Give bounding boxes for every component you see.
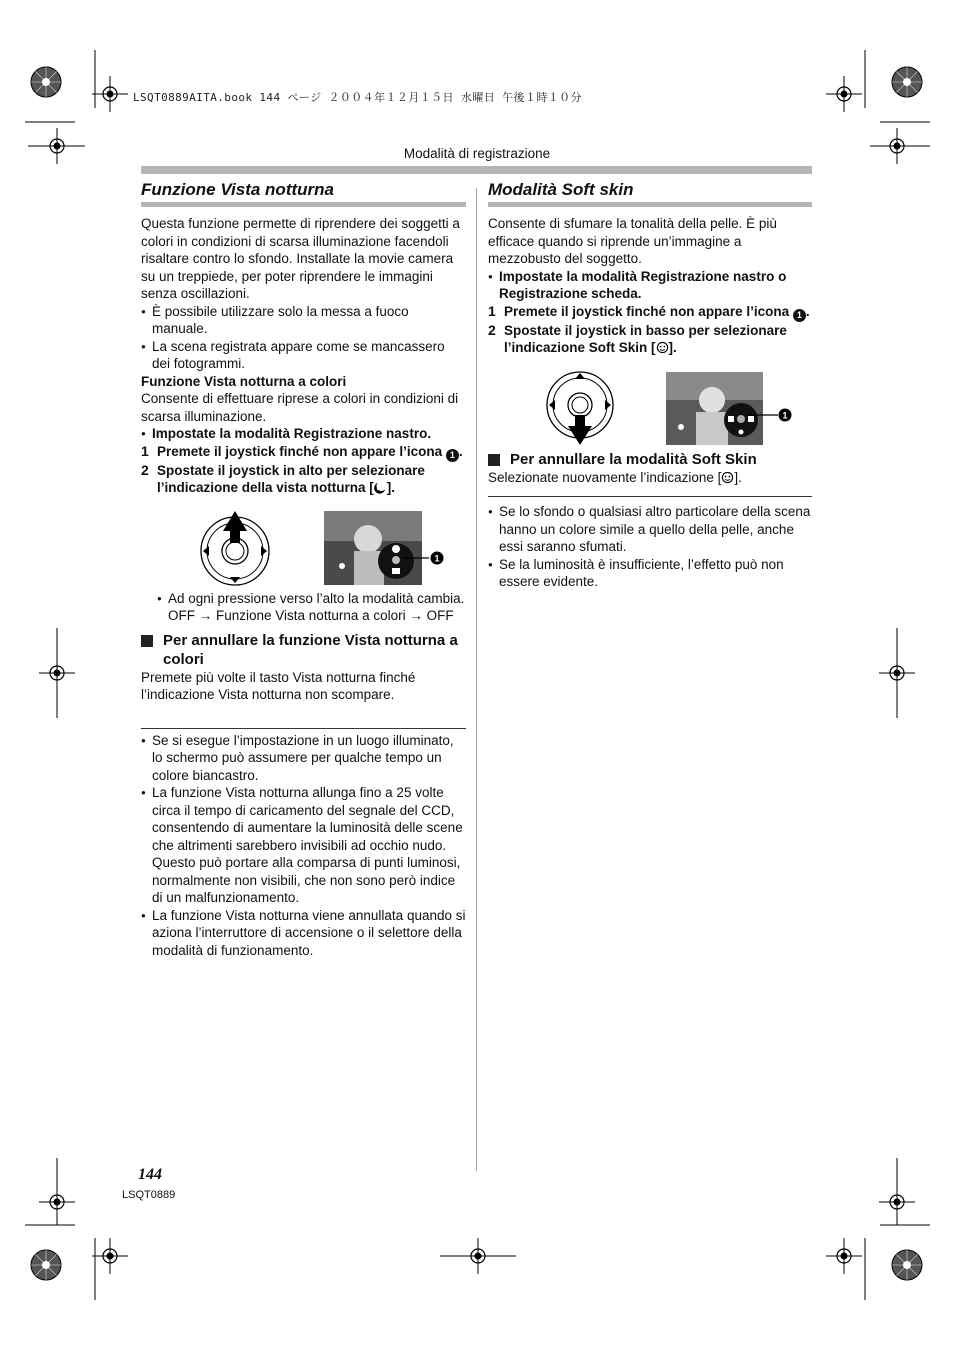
joystick-down-icon <box>544 370 616 445</box>
section-bar <box>141 166 812 174</box>
joystick-up-icon <box>197 511 273 587</box>
notes-rule <box>488 496 812 497</box>
right-column <box>488 179 812 591</box>
cancel-night-view-desc: Premete più volte il tasto Vista notturna finché l’indicazione Vista notturna non scompare. <box>141 669 416 702</box>
step-2-end: ]. <box>668 340 677 355</box>
note-cancel: ● La funzione Vista notturna viene annullata quando si aziona l’interruttore di accensione o il selettore della modalità di funzionamento. <box>141 907 466 960</box>
step-number: 2 <box>141 461 149 478</box>
step-1-text: Premete il joystick finché non appare l’icona <box>157 443 443 459</box>
step-2 <box>488 322 812 357</box>
soft-skin-icon <box>721 471 734 484</box>
title-bar <box>488 202 812 207</box>
square-bullet-icon <box>488 454 500 466</box>
notes-rule <box>141 728 466 729</box>
step-2 <box>141 462 466 497</box>
cancel-title-text: Per annullare la modalità Soft Skin <box>510 450 757 468</box>
bullet-cycle-mode: ● Ad ogni pressione verso l’alto la modalità cambia. <box>157 590 466 608</box>
cancel-desc-text: Selezionate nuovamente l’indicazione [ <box>488 469 722 485</box>
callout-1-pointer <box>403 551 445 565</box>
cancel-soft-skin-desc <box>488 469 812 487</box>
soft-skin-illustration <box>488 370 812 445</box>
note-similar-color: ● Se lo sfondo o qualsiasi altro particolare della scena hanno un colore simile a quello della pelle, anche essi saranno sfumati. <box>488 503 812 556</box>
column-divider <box>476 188 477 1171</box>
after-illustration-text <box>141 590 466 625</box>
soft-skin-intro: Consente di sfumare la tonalità della pelle. È più efficace quando si riprende un’immagine a mezzobusto del soggetto. <box>488 216 777 266</box>
step-2-text: Spostate il joystick in alto per selezionare l’indicazione della vista notturna [ <box>157 462 425 495</box>
night-view-illustration <box>141 511 466 587</box>
step-1: 1 Premete il joystick finché non appare l’icona 1 . <box>488 302 810 320</box>
square-bullet-icon <box>141 635 153 647</box>
lcd-night-view-screen <box>324 511 422 585</box>
bullet-manual-focus: ● È possibile utilizzare solo la messa a fuoco manuale. <box>141 303 466 338</box>
setup-tape-card-mode: ● Impostate la modalità Registrazione nastro o Registrazione scheda. <box>488 268 812 303</box>
cancel-desc-end: ]. <box>734 469 742 485</box>
step-1: 1 Premete il joystick finché non appare l’icona 1 . <box>141 442 463 460</box>
page-number: 144 <box>138 1166 162 1183</box>
mode-cycle: OFF → Funzione Vista notturna a colori → OFF <box>168 608 454 623</box>
step-number: 1 <box>141 442 149 459</box>
note-whitish: ● Se si esegue l’impostazione in un luogo illuminato, lo schermo può assumere per qualche tempo un colore biancastro. <box>141 732 466 785</box>
soft-skin-icon <box>656 341 669 354</box>
cancel-title-text: Per annullare la funzione Vista notturna a colori <box>163 631 458 668</box>
night-view-icon <box>374 481 387 494</box>
note-low-light: ● Se la luminosità è insufficiente, l’effetto può non essere evidente. <box>488 556 812 591</box>
title-bar <box>141 202 466 207</box>
step-number: 1 <box>488 302 496 319</box>
night-view-title: Funzione Vista notturna <box>141 180 334 199</box>
cancel-soft-skin-heading <box>488 450 812 469</box>
soft-skin-title: Modalità Soft skin <box>488 180 634 199</box>
step-number: 2 <box>488 321 496 338</box>
step-2-text: Spostate il joystick in basso per selezionare l’indicazione Soft Skin [ <box>504 322 787 355</box>
setup-tape-mode: ● Impostate la modalità Registrazione nastro. <box>141 425 466 443</box>
callout-1-icon: 1 <box>793 309 806 322</box>
callout-1-label: 1 <box>782 410 788 420</box>
model-code: LSQT0889 <box>122 1189 176 1201</box>
step-2-end: ]. <box>386 480 396 495</box>
callout-1-pointer <box>746 408 796 422</box>
left-column <box>141 179 466 959</box>
color-night-subtitle: Funzione Vista notturna a colori <box>141 373 347 389</box>
callout-1-label: 1 <box>434 553 440 563</box>
night-view-intro: Questa funzione permette di riprendere dei soggetti a colori in condizioni di scarsa illuminazione facendoli risaltare contro lo sfondo. Installate la movie camera su un treppiede, per poter riprendere le immagini senza oscillazioni. <box>141 216 460 301</box>
cancel-night-view-heading <box>141 631 466 669</box>
note-ccd: ● La funzione Vista notturna allunga fino a 25 volte circa il tempo di caricamento del segnale del CCD, consentendo di aumentare la luminosità delle scene che altrimenti sarebbero invisibili ad occhio nudo. Questo può portare alla comparsa di punti luminosi, normalmente non visibili, che non sono però indice di un malfunzionamento. <box>141 784 466 907</box>
step-1-text: Premete il joystick finché non appare l’icona <box>504 303 790 319</box>
section-title: Modalità di registrazione <box>403 146 551 161</box>
print-header: LSQT0889AITA.book 144 ページ ２００４年１２月１５日 水曜日 午後１時１０分 <box>133 91 582 104</box>
bullet-frames: ● La scena registrata appare come se mancassero dei fotogrammi. <box>141 338 466 373</box>
color-night-desc: Consente di effettuare riprese a colori in condizioni di scarsa illuminazione. <box>141 391 459 424</box>
callout-1-icon: 1 <box>446 449 459 462</box>
